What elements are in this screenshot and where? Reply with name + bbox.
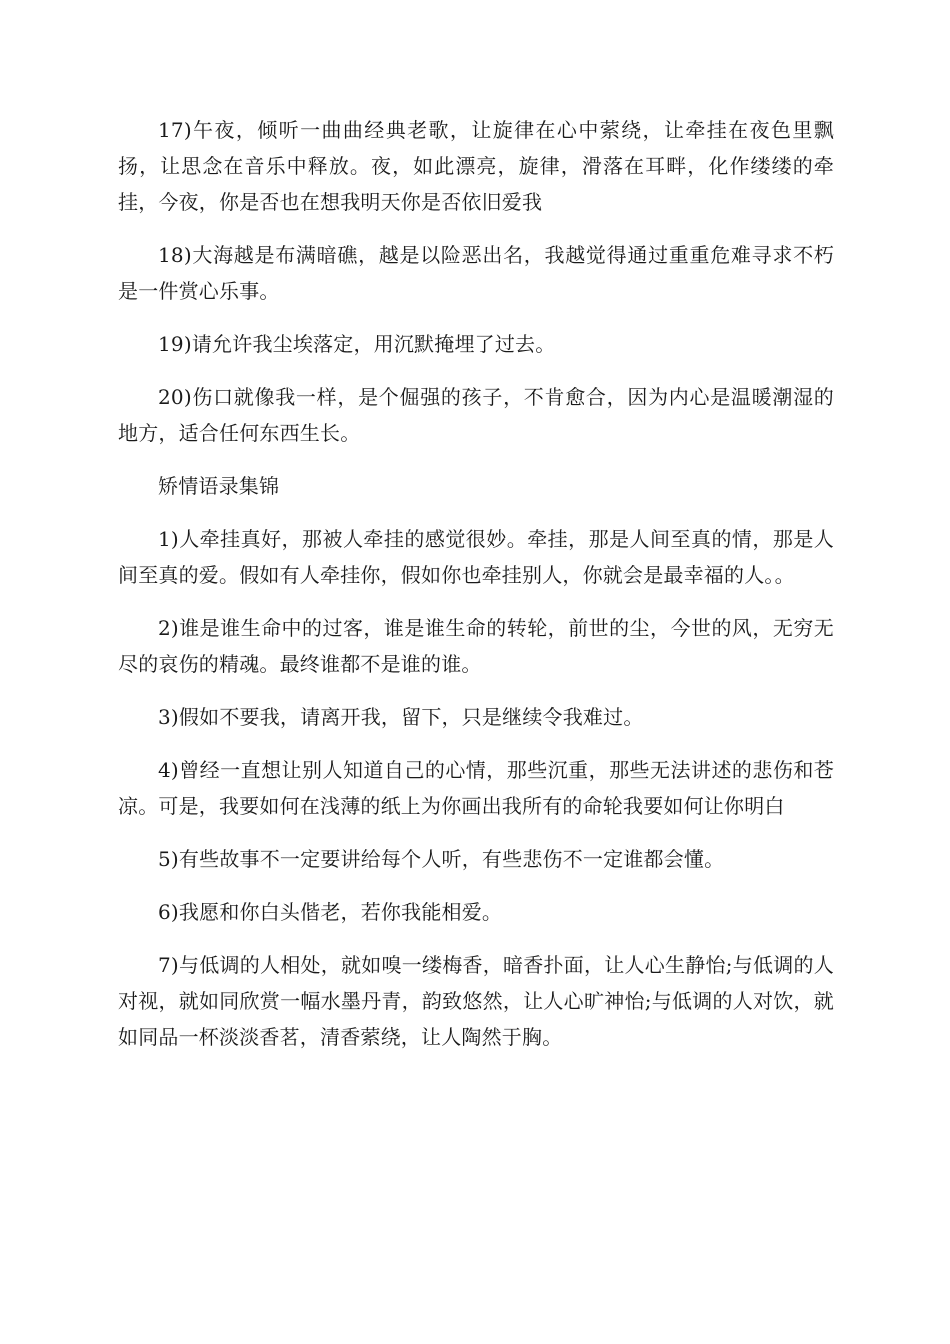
paragraph-3: 3)假如不要我，请离开我，留下，只是继续令我难过。	[158, 705, 644, 729]
paragraph-18: 18)大海越是布满暗礁，越是以险恶出名，我越觉得通过重重危难寻求不朽是一件赏心乐事。	[118, 243, 834, 303]
paragraph-17: 17)午夜，倾听一曲曲经典老歌，让旋律在心中萦绕，让牵挂在夜色里飘扬，让思念在音乐中释放。夜，如此漂亮，旋律，滑落在耳畔，化作缕缕的牵挂，今夜，你是否也在想我明天你是否依旧爱我	[118, 118, 834, 214]
paragraph-7: 7)与低调的人相处，就如嗅一缕梅香，暗香扑面，让人心生静怡;与低调的人对视，就如同欣赏一幅水墨丹青，韵致悠然，让人心旷神怡;与低调的人对饮，就如同品一杯淡淡香茗，清香萦绕，让人陶然于胸。	[118, 953, 834, 1049]
paragraph-5: 5)有些故事不一定要讲给每个人听，有些悲伤不一定谁都会懂。	[158, 847, 725, 871]
paragraph-2: 2)谁是谁生命中的过客，谁是谁生命的转轮，前世的尘，今世的风，无穷无尽的哀伤的精魂。最终谁都不是谁的谁。	[118, 616, 834, 676]
paragraph-6: 6)我愿和你白头偕老，若你我能相爱。	[158, 900, 503, 924]
section-heading: 矫情语录集锦	[158, 474, 280, 498]
paragraph-19: 19)请允许我尘埃落定，用沉默掩埋了过去。	[158, 332, 556, 356]
paragraph-1: 1)人牵挂真好，那被人牵挂的感觉很妙。牵挂，那是人间至真的情，那是人间至真的爱。假如有人牵挂你，假如你也牵挂别人，你就会是最幸福的人。。	[118, 527, 834, 587]
document-body	[118, 112, 834, 1072]
paragraph-4: 4)曾经一直想让别人知道自己的心情，那些沉重，那些无法讲述的悲伤和苍凉。可是，我要如何在浅薄的纸上为你画出我所有的命轮我要如何让你明白	[118, 758, 834, 818]
paragraph-20: 20)伤口就像我一样，是个倔强的孩子，不肯愈合，因为内心是温暖潮湿的地方，适合任何东西生长。	[118, 385, 834, 445]
